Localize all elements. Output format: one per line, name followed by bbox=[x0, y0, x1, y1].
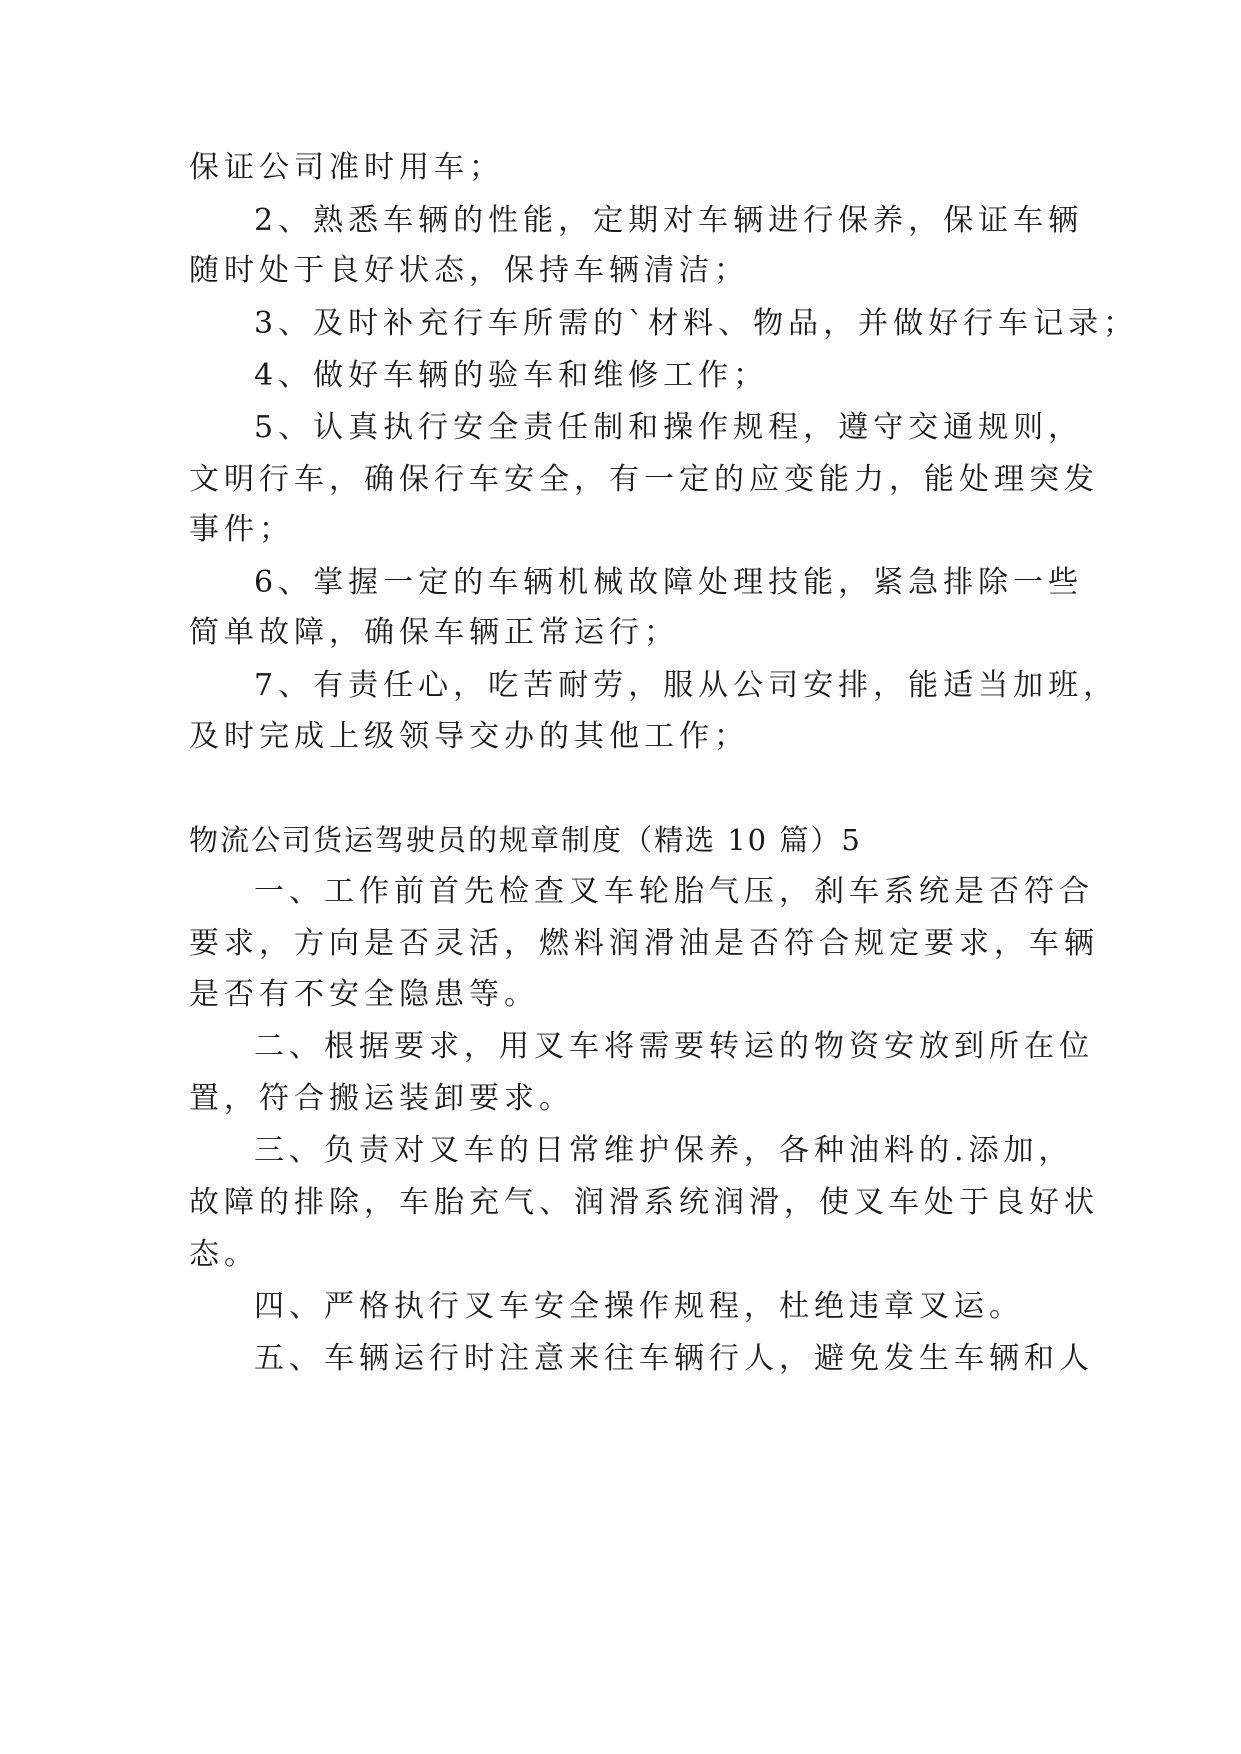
body-line: 四、严格执行叉车安全操作规程，杜绝违章叉运。 bbox=[254, 1289, 1024, 1324]
section-heading: 物流公司货运驾驶员的规章制度（精选 10 篇）5 bbox=[189, 823, 862, 857]
body-line: 一、工作前首先检查叉车轮胎气压，刹车系统是否符合 bbox=[254, 874, 1094, 909]
body-line: 6、掌握一定的车辆机械故障处理技能，紧急排除一些 bbox=[254, 565, 1084, 600]
body-line: 简单故障，确保车辆正常运行； bbox=[189, 615, 679, 650]
body-line: 7、有责任心，吃苦耐劳，服从公司安排，能适当加班， bbox=[254, 668, 1119, 703]
body-line: 随时处于良好状态，保持车辆清洁； bbox=[189, 253, 749, 288]
body-line: 五、车辆运行时注意来往车辆行人，避免发生车辆和人 bbox=[254, 1341, 1094, 1376]
body-line: 4、做好车辆的验车和维修工作； bbox=[254, 358, 769, 393]
body-line: 事件； bbox=[189, 512, 294, 547]
body-line: 三、负责对叉车的日常维护保养，各种油料的.添加， bbox=[254, 1133, 1074, 1168]
body-line: 二、根据要求，用叉车将需要转运的物资安放到所在位 bbox=[254, 1029, 1094, 1064]
body-line: 3、及时补充行车所需的`材料、物品，并做好行车记录； bbox=[254, 306, 1139, 341]
body-line: 态。 bbox=[189, 1237, 259, 1272]
body-line: 及时完成上级领导交办的其他工作； bbox=[189, 719, 749, 754]
body-line: 2、熟悉车辆的性能，定期对车辆进行保养，保证车辆 bbox=[254, 203, 1084, 238]
body-line: 是否有不安全隐患等。 bbox=[189, 977, 539, 1012]
body-line: 要求，方向是否灵活，燃料润滑油是否符合规定要求，车辆 bbox=[189, 926, 1099, 961]
body-line: 5、认真执行安全责任制和操作规程，遵守交通规则， bbox=[254, 410, 1084, 445]
body-line: 置，符合搬运装卸要求。 bbox=[189, 1081, 574, 1116]
body-line: 故障的排除，车胎充气、润滑系统润滑，使叉车处于良好状 bbox=[189, 1185, 1099, 1220]
body-line: 保证公司准时用车； bbox=[189, 150, 504, 185]
body-line: 文明行车，确保行车安全，有一定的应变能力，能处理突发 bbox=[189, 462, 1099, 497]
